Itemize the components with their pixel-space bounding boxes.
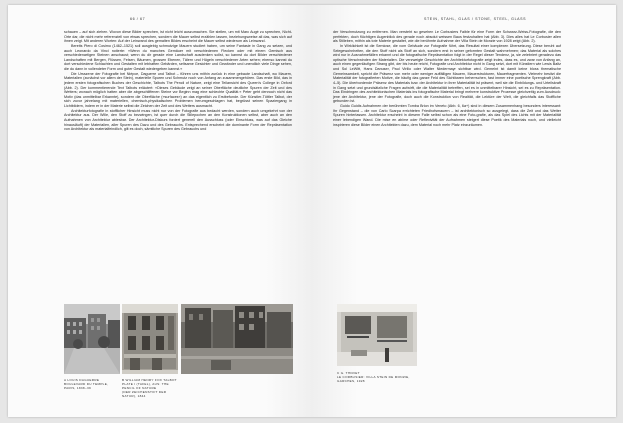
figure-b-photo <box>122 304 178 374</box>
figure-a-photo <box>64 304 120 374</box>
caption-line: BOULEVARD DU TEMPLE, PARIS, 1838–39 <box>64 382 109 390</box>
right-text-column <box>333 30 561 127</box>
figure-a-caption <box>64 378 120 390</box>
right-paragraph: In Wirklichkeit ist die Semiose, die vom Gebäude zur Fotografie führt, das Resultat einer komplexen Übersetzung. Diese beruht auf Selegewohnheiten, die den Stoff nicht als Stoff an sich, sondern erst in seiner geformten Gestalt wahrnehmen; das Material als solches wird nur in Ausnahmefällen erkannt und die fotografische Repräsentation folgt in der Regel dieser Tendenz, ja, sie zelebriert geradezu das optische Verschwinden der Materialien. Die verzweigte Geschichte der Architekturfotografie zeigt indes, dass es, und zwar von Anfang an, auch einen gegenläufigen Strang gibt, der bis heute reicht, Fotografie und Architektur nicht in Gang setzt, dort mit Künstlern wie Lewis Baltz und Sol LeWitt, Hans Danuser, Paul Virilio oder Walter Niedermayr sichtbar wird. Gemeint ist damit keine bloss thematische Gemeinsamkeit, spricht die Präsenz von mehr oder weniger auffälligen Mauern, Mauerstrukturen, Mauerfragmenten. Vielmehr besitzt die Materialität der fotografierten Motive, die häufig das ganze Feld des Sichtbaren beherrschen, fast immer eine poetische Sprengkraft (Abb. 4–5). Die überbordende Präsenz des Materials bzw. der Architektur in ihrer Materialität ist präsent, weil sie die Einbildungs- und Urteilskraft in Gang setzt und grundsätzliche Fragen aufwirft, die die Materialität betreffen, sei es in unmittelbarer Hinsicht, sei es zu Repräsentation. Das Eindringen des architektonischen Materials ins fotografische Material bringt mehrere konstruktive Prozesse gleichzeitig zum Ausdruck: jene der Architektur, jene der Fotografie, doch auch die Konstruktion von Realität, die Lektüre der Welt, die gleichfalls das Stoffliche gebunden ist. <box>333 43 561 104</box>
right-paragraph: der Verschmutzung zu entfernen. Man versteht so gesehen Le Corbusiers Faible für eine Form der Schwarz-Weiss-Fotografie, die den perfekten, doch flüchtigen Augenblick des gerade noch absolut weissen Baus festzuhalten hat (Abb. 3). Dies alles hat Le Corbusier allen als Stilleben, mithin als tote Materie gestaltet, wie die berühmte Aufnahme der Villa Stein de Monzie von 1928 zeigt (Abb. 2). <box>333 30 561 44</box>
caption-line: B WILLIAM HENRY FOX TALBOT <box>122 378 177 382</box>
caption-line: GARCHES, 1928 <box>337 379 365 383</box>
running-head-left: 66 / 67 <box>130 17 146 21</box>
left-paragraph: Die Ursszene der Fotografie bei Niépce, Daguerre und Talbot – führen uns mithin zurück in eine gebaute Landschaft, wo Mauern, Materialien (zunächst vor allem der Stein), materielle Spuren und Schmutz noch von Anfang an zusammengehören. Das erste Bild, das in jedem ersten fotografischen Buches der Geschichte, Talbots The Pencil of Nature, zeigt eine Teilansicht des Queen's College in Oxford (Abb. 2). Der kommentierende Text Talbots erläutert: »Dieses Gebäude zeigt an seiner Oberfläche deutliche Spuren der Zeit und des Wetters; wonach möglich hatten aber die abgeschliffenen Steine vor Beginn mag eine schlechte Qualität.« Peter geht dennoch nicht das Motiv (das unmittelbar Erkannte), sondern die Oberfläche (»surfaces«) an das eigentlich zu Erstbefunde. Der Künstler-Töttler Talbot, der sich zuvor jahrelang mit materiellen, chemisch-physikalischen Problemen herumgeschlagen hat, begrüsst seinen Spaziergang in Lichtbildern, indem er in der Materie selbst die Zeichen der Zeit und des Wetters ausmacht. <box>64 71 292 108</box>
book-spread <box>8 5 616 417</box>
figure-wide-photo <box>181 304 293 374</box>
left-text-column <box>64 30 292 132</box>
figure-c-photo <box>337 304 417 366</box>
caption-line: PLATE I (TAFEL), AUS: THE PENCIL OF NATURE <box>122 382 169 390</box>
caption-line: A LOUIS DAGUERRE <box>64 378 100 382</box>
caption-line: LE CORBUSIER: VILLA STEIN DE MONZIE, <box>337 375 410 379</box>
left-paragraph: schauen – auf sich ziehen. Wovon diese Bilder sprechen, ist nicht leicht auszumachen. Sie stellen, um mit Marc Augé zu sprechen, Nicht-Orte dar, die nicht mehr referenziell von etwas sprechen, sondern die Mauer selbst erzählen lassen, beziehungsweise all das, was sich auf ihnen zeigt. Mit anderen Worten: Auf der Leinwand des gemalten Bildes erscheint die Mauer selbst wiederum als Leinwand. <box>64 30 292 44</box>
left-paragraph: Architekturfotografie in stofflicher Hinsicht muss nicht nur von der Fotografie aus bedacht werden, sondern auch umgekehrt von der Architektur aus. Der Wille, den Stoff zu bezwingen, ist quer durch die Stilepochen an den Konstruktionen selbst, aber auch an den Aufnahmen von Architektur ablesbar. Der Architektur-Diskurs fordert generell den Ausschluss (oder Einschluss, was auf das Gleiche hinausläuft) der Materialien, aller Spuren des Dazu und des Gebrauchs. Entsprechend erscheint die dominante Form der Repräsentation von Architektur als materialfeindlich, gilt es doch, sämtliche Spuren des Gebrauchs und <box>64 108 292 132</box>
right-paragraph: Guido Guidis Aufnahmen der berühmten Tomba Brion im Veneto (Abb. 6, 6a+) sind in diesem Zusammenhang besonders interessant: Ihr Gegenstand – die von Carlo Scarpa errichteten Friedhofsmauern – ist architektonisch so ausgelegt, dass die Zeit und das Wetter Spuren hinterlassen. Architektur erscheint in diesem Falle selbst schon als eine Foto-grafie, als das Spiel des Lichts mit der Materialität einer lebendigen Wand. Die mise en abîme oder Reflexivität der Aufnahmen steigert diese Poetik des Materials noch, und vielleicht inspirieren diese Bilder einen Architekten dazu, dem Material noch mehr Platz einzuräumen. <box>333 104 561 127</box>
caption-line: (DER ZEICHENSTIFT DER NATUR), 1844 <box>122 390 167 398</box>
caption-line: C G. THIRIET <box>337 371 360 375</box>
figure-b-caption <box>122 378 180 398</box>
running-head-right: STEIN, STAHL, GLAS / STONE, STEEL, GLASS <box>424 17 527 21</box>
figure-c-caption <box>337 371 427 383</box>
left-page <box>8 5 312 417</box>
right-page <box>312 5 616 417</box>
left-paragraph: Bereits Piero di Cosimo (1462–1521) soll ausgiebig schmutzige Mauern studiert haben, um seine Fantasie in Gang zu setzen, und auch Leonardo da Vinci notierte: »Wenn du manches Gemäuer mit verschiedenen Flecken oder mit einem Gemisch aus verschiedenartigen Steinen anschaust; wenn du dir gerade eine Landschaft ausdenken sollst, so kannst du dort Bilder verschiedener Landschaften mit Bergen, Flüssen, Felsen, Bäumen, grossen Ebenen, Tälern und Hügeln verschiedener Arten sehen; ebenso kannst du dort verschiedene Schlachten und Gestalten mit lebhaften Gebärden, seltsame Gesichter und Gewänder und unendlich viele Dinge sehen, die du dann in vollendeter Form und guter Gestalt wiedergeben kannst.« <box>64 43 292 71</box>
